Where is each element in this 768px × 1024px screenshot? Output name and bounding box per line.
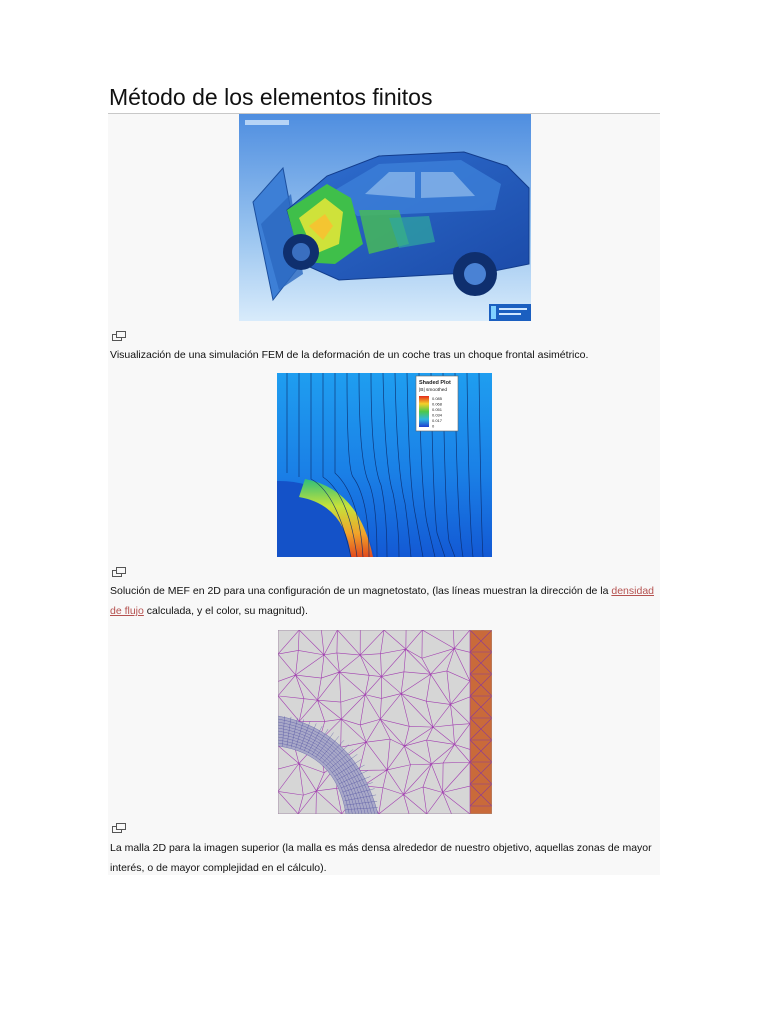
- legend-value: 0.085: [432, 396, 443, 401]
- legend-value: 0: [432, 423, 435, 429]
- magnetostatic-plot-image[interactable]: [277, 373, 492, 557]
- page-title: Método de los elementos finitos: [109, 84, 433, 110]
- figure-caption: [110, 581, 655, 621]
- legend-title: Shaded Plot: [419, 380, 451, 386]
- enlarge-icon[interactable]: [112, 823, 126, 833]
- enlarge-icon[interactable]: [112, 567, 126, 577]
- legend-subtitle: |B| smoothed: [419, 388, 448, 393]
- legend-value: 0.068: [432, 401, 443, 407]
- caption-text: Solución de MEF en 2D para una configuración de un magnetostato, (las líneas muestran la dirección de la: [110, 585, 612, 597]
- legend-value: 0.017: [432, 418, 443, 423]
- mesh-image[interactable]: [278, 630, 492, 814]
- legend-value: 0.034: [432, 412, 443, 418]
- figure-caption: La malla 2D para la imagen superior (la malla es más densa alrededor de nuestro objetivo, aquellas zonas de mayor interés, o de mayor complejidad en el cálculo).: [110, 842, 652, 874]
- car-crash-image[interactable]: [239, 114, 531, 321]
- flux-density-link[interactable]: densidad de flujo: [110, 585, 654, 617]
- enlarge-icon[interactable]: [112, 331, 126, 341]
- figure-caption: Visualización de una simulación FEM de la deformación de un coche tras un choque frontal asimétrico.: [110, 349, 589, 361]
- legend-value: 0.051: [432, 407, 443, 412]
- caption-text: calculada, y el color, su magnitud).: [143, 605, 308, 617]
